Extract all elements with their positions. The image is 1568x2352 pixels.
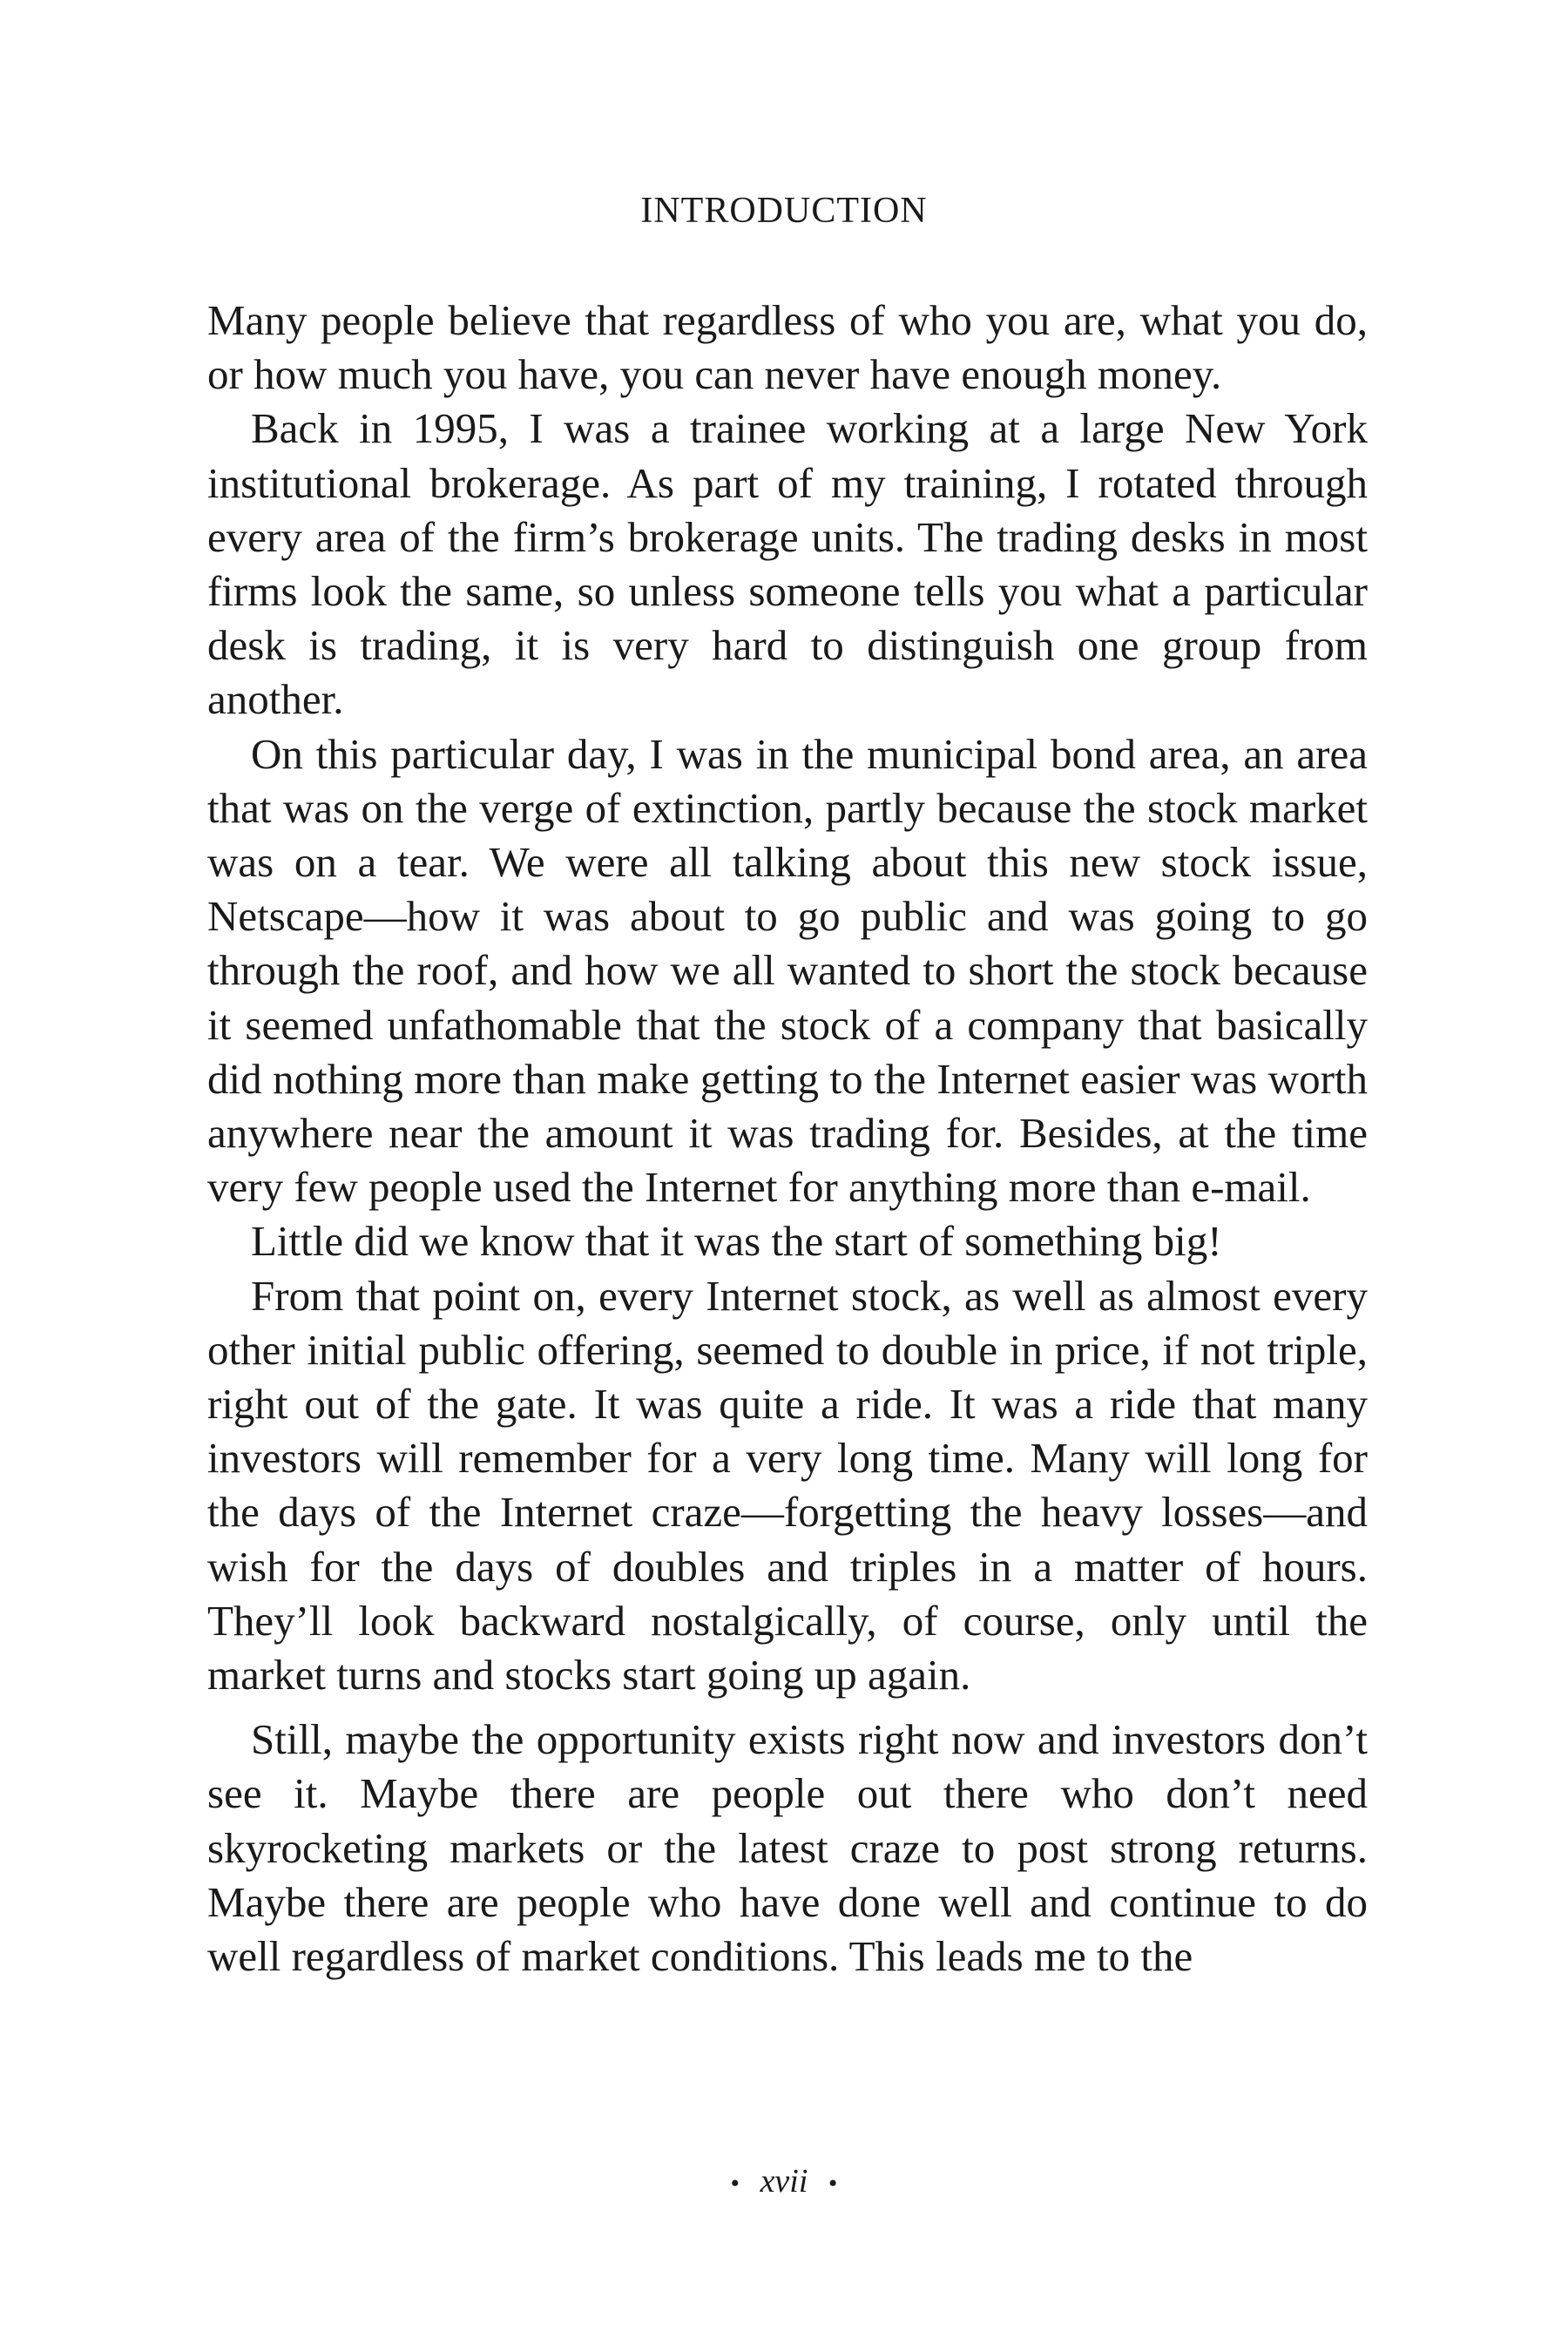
body-text [207, 294, 1368, 1984]
bullet-left-icon: • [730, 2169, 740, 2198]
paragraph-4: Little did we know that it was the start of something big! [251, 1217, 1222, 1266]
paragraph-1: Many people believe that regardless of who you are, what you do, or how much you have, you can never have enough money. [207, 296, 1368, 399]
running-head: INTRODUCTION [640, 191, 928, 231]
paragraph-2: Back in 1995, I was a trainee working at a large New York institutional brokerage. As part of my training, I rotated through every area of the firm’s brokerage units. The trading desks in most firms look the same, so unless someone tells you what a particular desk is trading, it is very hard to distinguish one group from another. [207, 404, 1368, 724]
paragraph-6: Still, maybe the opportunity exists right now and investors don’t see it. Maybe there are people out there who don’t need skyrocketing markets or the latest craze to post strong returns. Maybe there are people who have done well and continue to do well regardless of market conditions. This leads me to the [207, 1715, 1368, 1981]
page-number-footer [0, 2162, 1568, 2203]
page-number: xvii [760, 2163, 808, 2200]
bullet-right-icon: • [828, 2169, 838, 2198]
paragraph-5: From that point on, every Internet stock, as well as almost every other initial public offering, seemed to double in price, if not triple, right out of the gate. It was quite a ride. It was a ride that many investors will remember for a very long time. Many will long for the days of the Internet craze—forgetting the heavy losses—and wish for the days of doubles and triples in a matter of hours. They’ll look backward nostalgically, of course, only until the market turns and stocks start going up again. [207, 1271, 1368, 1700]
paragraph-3: On this particular day, I was in the municipal bond area, an area that was on the verge of extinction, partly because the stock market was on a tear. We were all talking about this new stock issue, Netscape—how it was about to go public and was going to go through the roof, and how we all wanted to short the stock because it seemed unfathomable that the stock of a company that basically did nothing more than make getting to the Internet easier was worth anywhere near the amount it was trading for. Besides, at the time very few people used the Internet for anything more than e-mail. [207, 729, 1368, 1212]
